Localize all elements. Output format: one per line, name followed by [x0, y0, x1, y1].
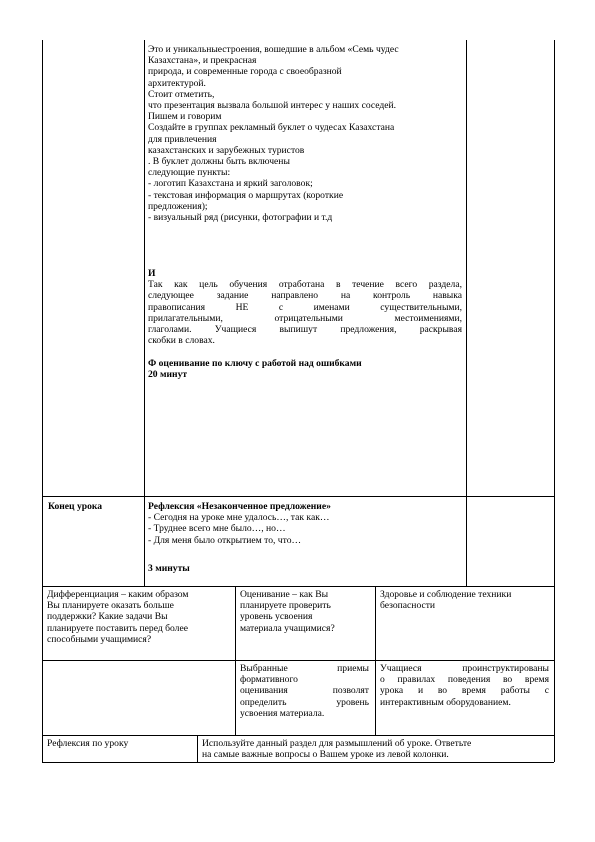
text-line: скобки в словах. — [148, 335, 215, 347]
text-line: - текстовая информация о маршрутах (короткие — [148, 189, 344, 201]
text-line: планируете проверить — [240, 600, 331, 612]
text-line: Пишем и говорим — [148, 111, 222, 123]
row-divider — [42, 586, 554, 587]
text-line: планируете поставить перед более — [47, 622, 188, 634]
text-line: Здоровье и соблюдение техники — [380, 589, 512, 600]
text-line — [148, 223, 462, 234]
text-line: что презентация вызвала большой интерес у наших соседей. — [148, 100, 397, 112]
table-bottom-border — [42, 762, 554, 763]
reflection-title: Рефлексия «Незаконченное предложение» — [148, 501, 331, 512]
text-line: оценивания позволят — [240, 685, 369, 697]
text-line — [148, 234, 462, 245]
text-line: . В буклет должны быть включены — [148, 156, 290, 168]
text-line: материала учащимися? — [240, 622, 335, 634]
assessment-note: Ф оценивание по ключу с работой над ошибками — [148, 357, 362, 369]
list-item: - Труднее всего мне было…, но… — [148, 523, 286, 535]
text-line: формативного — [240, 674, 298, 686]
lesson-reflection-label — [47, 738, 195, 749]
text-line: поддержки? Какие задачи Вы — [47, 611, 168, 623]
differentiation-header — [47, 589, 233, 645]
text-line: Используйте данный раздел для размышлений об уроке. Ответьте — [202, 738, 472, 749]
text-line: Это и уникальныестроения, вошедшие в альбом «Семь чудес — [148, 44, 399, 55]
text-line: Создайте в группах рекламный буклет о чудесах Казахстана — [148, 122, 395, 134]
text-line: следующее задание направлено на контроль навыка — [148, 290, 462, 302]
table-left-border — [42, 40, 43, 762]
text-line: безопасности — [380, 600, 436, 612]
text-line: - визуальный ряд (рисунки, фотографии и т.д — [148, 212, 333, 224]
text-line: правописания НЕ с именами существительными, — [148, 301, 462, 313]
column-divider — [466, 40, 467, 586]
stage-label: Рефлексия по уроку — [47, 738, 129, 749]
text-line: следующие пункты: — [148, 167, 231, 179]
text-line: о правилах поведения во время — [380, 674, 549, 686]
list-item: - Сегодня на уроке мне удалось…, так как… — [148, 512, 330, 524]
text-line: Казахстана», и прекрасная — [148, 55, 257, 67]
main-activity-cell — [148, 44, 462, 380]
text-line: способными учащимися? — [47, 633, 152, 645]
text-line: определить уровень — [240, 696, 369, 708]
time-note: 20 минут — [148, 368, 188, 380]
reflection-cell — [148, 501, 462, 574]
text-line: урока и во время работы с — [380, 685, 549, 697]
text-line: уровень усвоения — [240, 611, 313, 623]
text-line: прилагательными, отрицательными местоимениями, — [148, 312, 462, 324]
stage-label: Конец урока — [48, 501, 103, 512]
text-line: усвоения мaтериала. — [240, 707, 325, 719]
text-line: природа, и современные города с своеобразной — [148, 66, 342, 78]
text-line: Выбранные приемы — [240, 663, 369, 674]
text-line: для привлечения — [148, 133, 217, 145]
text-line: Вы планируете оказать больше — [47, 600, 174, 612]
table-right-border — [554, 40, 555, 762]
text-line: казахстанских и зарубежных туристов — [148, 144, 305, 156]
task-marker: И — [148, 268, 156, 280]
text-line: на самые важные вопросы о Вашем уроке из левой колонки. — [202, 749, 449, 761]
column-divider — [235, 586, 236, 735]
safety-header — [380, 589, 551, 611]
text-line: - логотип Казахстана и яркий заголовок; — [148, 178, 313, 190]
list-item: - Для меня было открытием то, что… — [148, 534, 302, 546]
column-divider — [144, 40, 145, 586]
text-line — [148, 246, 462, 257]
time-note: 3 минуты — [148, 563, 190, 574]
text-line: интерактивным оборудованием. — [380, 696, 511, 708]
text-line: Стоит отметить, — [148, 88, 215, 100]
text-line — [240, 634, 372, 645]
text-line: Дифференциация – каким образом — [47, 589, 189, 600]
end-of-lesson-label — [48, 501, 142, 512]
row-divider — [42, 735, 554, 736]
text-line: глаголами. Учащиеся выпишут предложения, раскрывая — [148, 324, 462, 336]
text-line: Учащиеся проинструктированы — [380, 663, 549, 674]
text-line: Оценивание – как Вы — [240, 589, 329, 600]
assessment-cell — [240, 663, 369, 719]
text-line: предложения); — [148, 200, 208, 212]
safety-cell — [380, 663, 549, 708]
row-divider — [42, 496, 554, 497]
row-divider — [42, 660, 554, 661]
assessment-header — [240, 589, 372, 645]
lesson-reflection-cell — [202, 738, 552, 760]
text-line: Так как цель обучения отработана в течение всего раздела, — [148, 279, 462, 291]
column-divider — [197, 735, 198, 762]
column-divider — [375, 586, 376, 735]
text-line: архитектурой. — [148, 77, 206, 89]
